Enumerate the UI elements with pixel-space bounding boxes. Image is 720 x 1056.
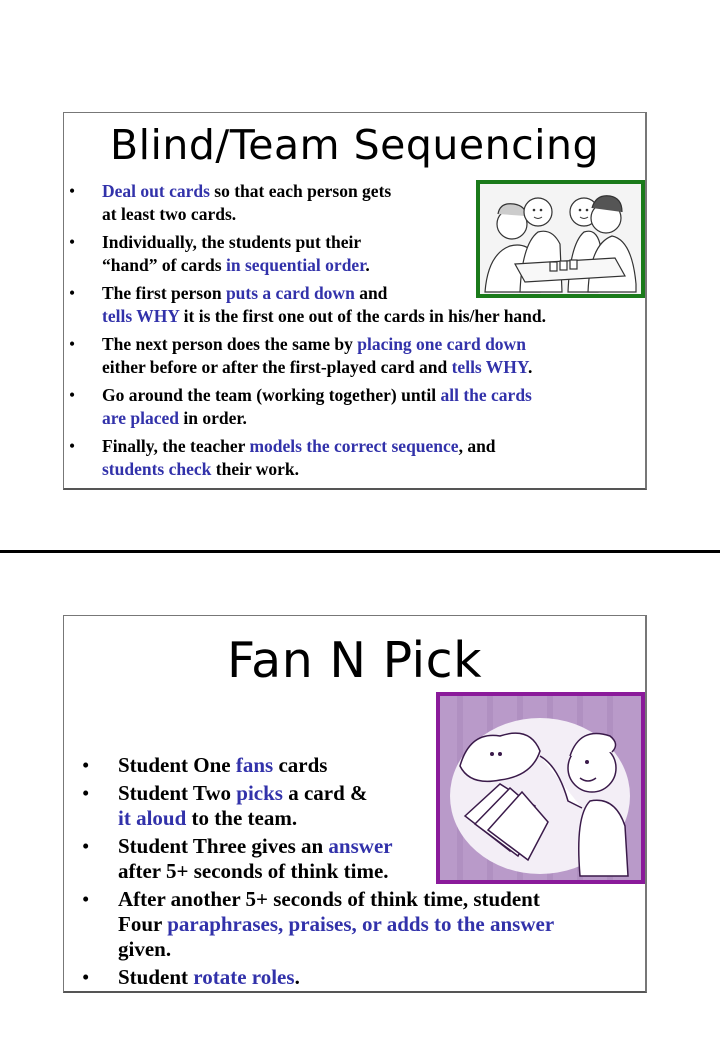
text: Student One xyxy=(118,753,236,777)
highlight-text: Deal out cards xyxy=(102,181,210,201)
text: cards xyxy=(273,753,328,777)
slide-fan-n-pick xyxy=(63,615,647,993)
bullet-item xyxy=(64,180,546,226)
highlight-text: tells WHY xyxy=(451,357,528,377)
bullet-dot: • xyxy=(82,887,90,911)
text: so that each person gets xyxy=(209,181,392,201)
slide-blind-team-sequencing xyxy=(63,112,647,490)
text: . xyxy=(365,255,370,275)
bullet-item xyxy=(64,333,546,379)
text: The first person xyxy=(102,283,226,303)
bullet-item xyxy=(64,231,546,277)
bullet-dot: • xyxy=(82,834,90,858)
text: Go around the team (working together) until xyxy=(102,385,441,405)
highlight-text: tells WHY xyxy=(102,306,180,326)
text: Student xyxy=(118,965,194,989)
bullet-item xyxy=(64,384,546,430)
highlight-text: placing one card down xyxy=(357,334,526,354)
text: The next person does the same by xyxy=(102,334,358,354)
text: it is the first one out of the cards in his/her hand. xyxy=(179,306,547,326)
text: . xyxy=(294,965,300,989)
bullet-item xyxy=(64,753,554,778)
text: in order. xyxy=(178,408,247,428)
highlight-text: all the cards xyxy=(440,385,532,405)
text: either before or after the first-played card and xyxy=(102,357,452,377)
bullet-list xyxy=(64,180,546,486)
bullet-dot: • xyxy=(69,181,76,201)
text: . xyxy=(527,357,533,377)
text: a card & xyxy=(282,781,368,805)
slide-title: Blind/Team Sequencing xyxy=(109,121,600,169)
highlight-text: models the correct sequence xyxy=(249,436,459,456)
bullet-dot: • xyxy=(69,334,76,354)
bullet-item xyxy=(64,435,546,481)
text: and xyxy=(354,283,388,303)
text: after 5+ seconds of think time. xyxy=(118,859,389,883)
highlight-text: students check xyxy=(102,459,212,479)
bullet-dot: • xyxy=(69,283,76,303)
bullet-list xyxy=(64,753,554,993)
text: at least two cards. xyxy=(102,204,237,224)
bullet-item xyxy=(64,282,546,328)
text: Individually, the students put their xyxy=(102,232,362,252)
text: Four xyxy=(118,912,168,936)
bullet-item xyxy=(64,965,554,990)
bullet-item xyxy=(64,887,554,962)
bullet-dot: • xyxy=(82,781,90,805)
text: “hand” of cards xyxy=(102,255,226,275)
text: their work. xyxy=(211,459,300,479)
highlight-text: answer xyxy=(328,834,393,858)
slide-title: Fan N Pick xyxy=(227,632,482,689)
page-divider xyxy=(0,550,720,553)
bullet-dot: • xyxy=(69,232,76,252)
bullet-item xyxy=(64,781,554,831)
text: given. xyxy=(118,937,172,961)
highlight-text: puts a card down xyxy=(225,283,355,303)
text: , and xyxy=(458,436,496,456)
bullet-dot: • xyxy=(82,965,90,989)
highlight-text: rotate roles xyxy=(193,965,295,989)
bullet-dot: • xyxy=(82,753,90,777)
text: After another 5+ seconds of think time, student xyxy=(118,887,540,911)
highlight-text: in sequential order xyxy=(225,255,366,275)
text: Finally, the teacher xyxy=(102,436,250,456)
highlight-text: it aloud xyxy=(118,806,187,830)
bullet-item xyxy=(64,834,554,884)
text: Student Three gives an xyxy=(118,834,329,858)
bullet-dot: • xyxy=(69,385,76,405)
highlight-text: fans xyxy=(235,753,274,777)
text: Student Two xyxy=(118,781,237,805)
bullet-dot: • xyxy=(69,436,76,456)
highlight-text: paraphrases, praises, or adds to the answer xyxy=(167,912,555,936)
text: to the team. xyxy=(186,806,298,830)
highlight-text: picks xyxy=(236,781,283,805)
highlight-text: are placed xyxy=(102,408,179,428)
